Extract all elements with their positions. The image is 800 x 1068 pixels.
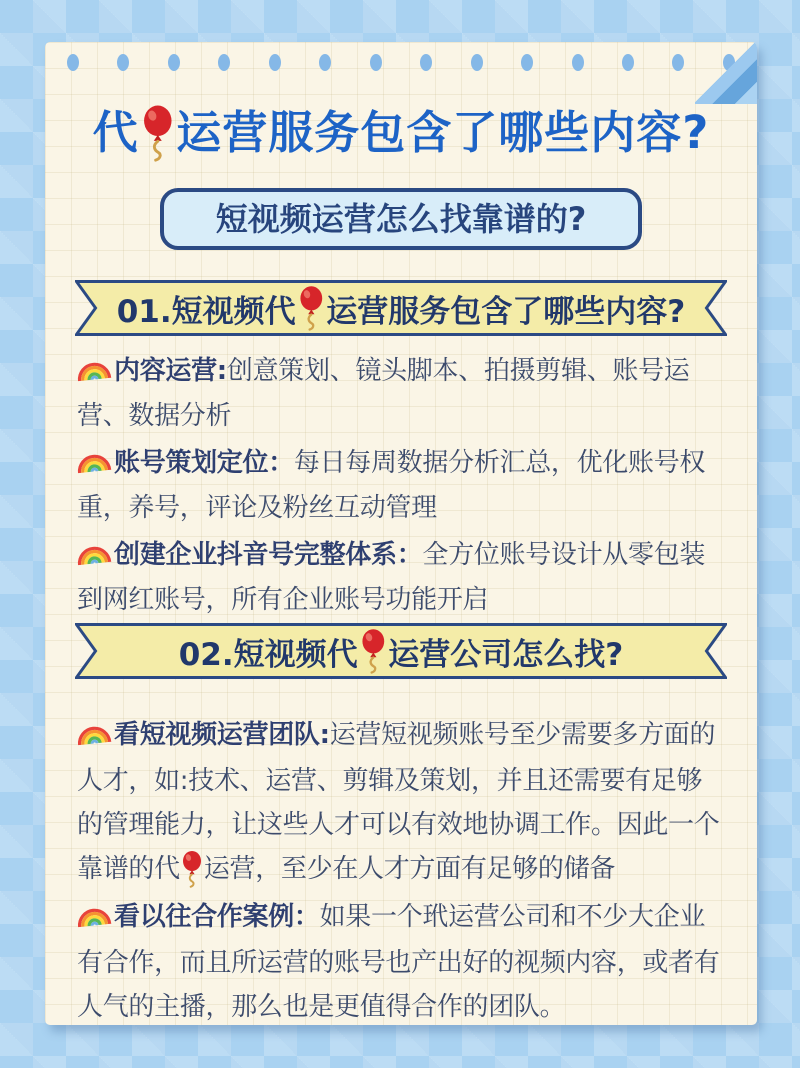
bullet-label: 看短视频运营团队: bbox=[114, 720, 330, 750]
rainbow-icon bbox=[75, 350, 113, 396]
punch-hole bbox=[269, 54, 281, 71]
banner-text-pre: 01.短视频代 bbox=[116, 293, 296, 330]
punch-hole bbox=[117, 54, 129, 71]
paper-card bbox=[45, 42, 757, 1025]
bullet-label: 内容运营: bbox=[114, 356, 227, 386]
banner-text-post: 运营服务包含了哪些内容? bbox=[326, 293, 686, 330]
rainbow-icon bbox=[75, 534, 113, 580]
balloon-icon bbox=[296, 285, 327, 331]
balloon-icon bbox=[358, 628, 389, 674]
rainbow-icon bbox=[75, 713, 113, 760]
punch-holes-row bbox=[45, 42, 757, 71]
banner-text bbox=[75, 280, 727, 336]
banner-text-pre: 02.短视频代 bbox=[178, 636, 358, 673]
bullet-text: 全方位账号设计从零包装到网红账号，所有企业账号功能开启 bbox=[77, 540, 706, 615]
balloon-icon bbox=[180, 847, 204, 891]
title-text-post: 运营服务包含了哪些内容? bbox=[176, 106, 710, 159]
rainbow-icon bbox=[75, 895, 113, 942]
punch-hole bbox=[67, 54, 79, 71]
punch-hole bbox=[572, 54, 584, 71]
rainbow-icon bbox=[75, 442, 113, 488]
title-text-pre: 代 bbox=[92, 106, 139, 159]
punch-hole bbox=[218, 54, 230, 71]
bullet-label: 看以往合作案例： bbox=[114, 902, 320, 932]
bullet-label: 创建企业抖音号完整体系： bbox=[114, 540, 423, 570]
section-banner-02 bbox=[75, 623, 727, 679]
bullet-label: 账号策划定位： bbox=[114, 448, 294, 478]
punch-hole bbox=[319, 54, 331, 71]
punch-hole bbox=[622, 54, 634, 71]
bullet-douyin-system bbox=[77, 534, 725, 622]
bullet-account-positioning bbox=[77, 442, 725, 530]
balloon-icon bbox=[139, 104, 177, 162]
punch-hole bbox=[168, 54, 180, 71]
banner-text bbox=[75, 623, 727, 679]
punch-hole bbox=[672, 54, 684, 71]
bullet-content-operation bbox=[77, 350, 725, 438]
subtitle-text: 短视频运营怎么找靠谱的? bbox=[215, 200, 587, 238]
bullet-text: 每日每周数据分析汇总，优化账号权重，养号，评论及粉丝互动管理 bbox=[77, 448, 706, 523]
bullet-operation-team bbox=[77, 713, 725, 891]
page-title bbox=[45, 104, 757, 162]
folded-corner bbox=[695, 42, 757, 104]
bullet-text: 创意策划、镜头脚本、拍摄剪辑、账号运营、数据分析 bbox=[77, 356, 690, 431]
punch-hole bbox=[420, 54, 432, 71]
bullet-list-section-01 bbox=[45, 350, 757, 622]
bullet-text-continued: 运营，至少在人才方面有足够的储备 bbox=[203, 854, 616, 884]
punch-hole bbox=[521, 54, 533, 71]
bullet-list-section-02 bbox=[45, 713, 757, 1029]
bullet-text: 运营短视频账号至少需要多方面的人才，如:技术、运营、剪辑及策划，并且还需要有足够的管理能力，让这些人才可以有效地协调工作。因此一个靠谱的代 bbox=[77, 720, 720, 884]
punch-hole bbox=[471, 54, 483, 71]
subtitle-pill bbox=[160, 188, 643, 250]
bullet-past-cases bbox=[77, 895, 725, 1029]
banner-text-post: 运营公司怎么找? bbox=[388, 636, 624, 673]
punch-hole bbox=[370, 54, 382, 71]
section-banner-01 bbox=[75, 280, 727, 336]
bullet-text: 如果一个玳运营公司和不少大企业有合作，而且所运营的账号也产出好的视频内容，或者有人气的主播，那么也是更值得合作的团队。 bbox=[77, 902, 720, 1022]
